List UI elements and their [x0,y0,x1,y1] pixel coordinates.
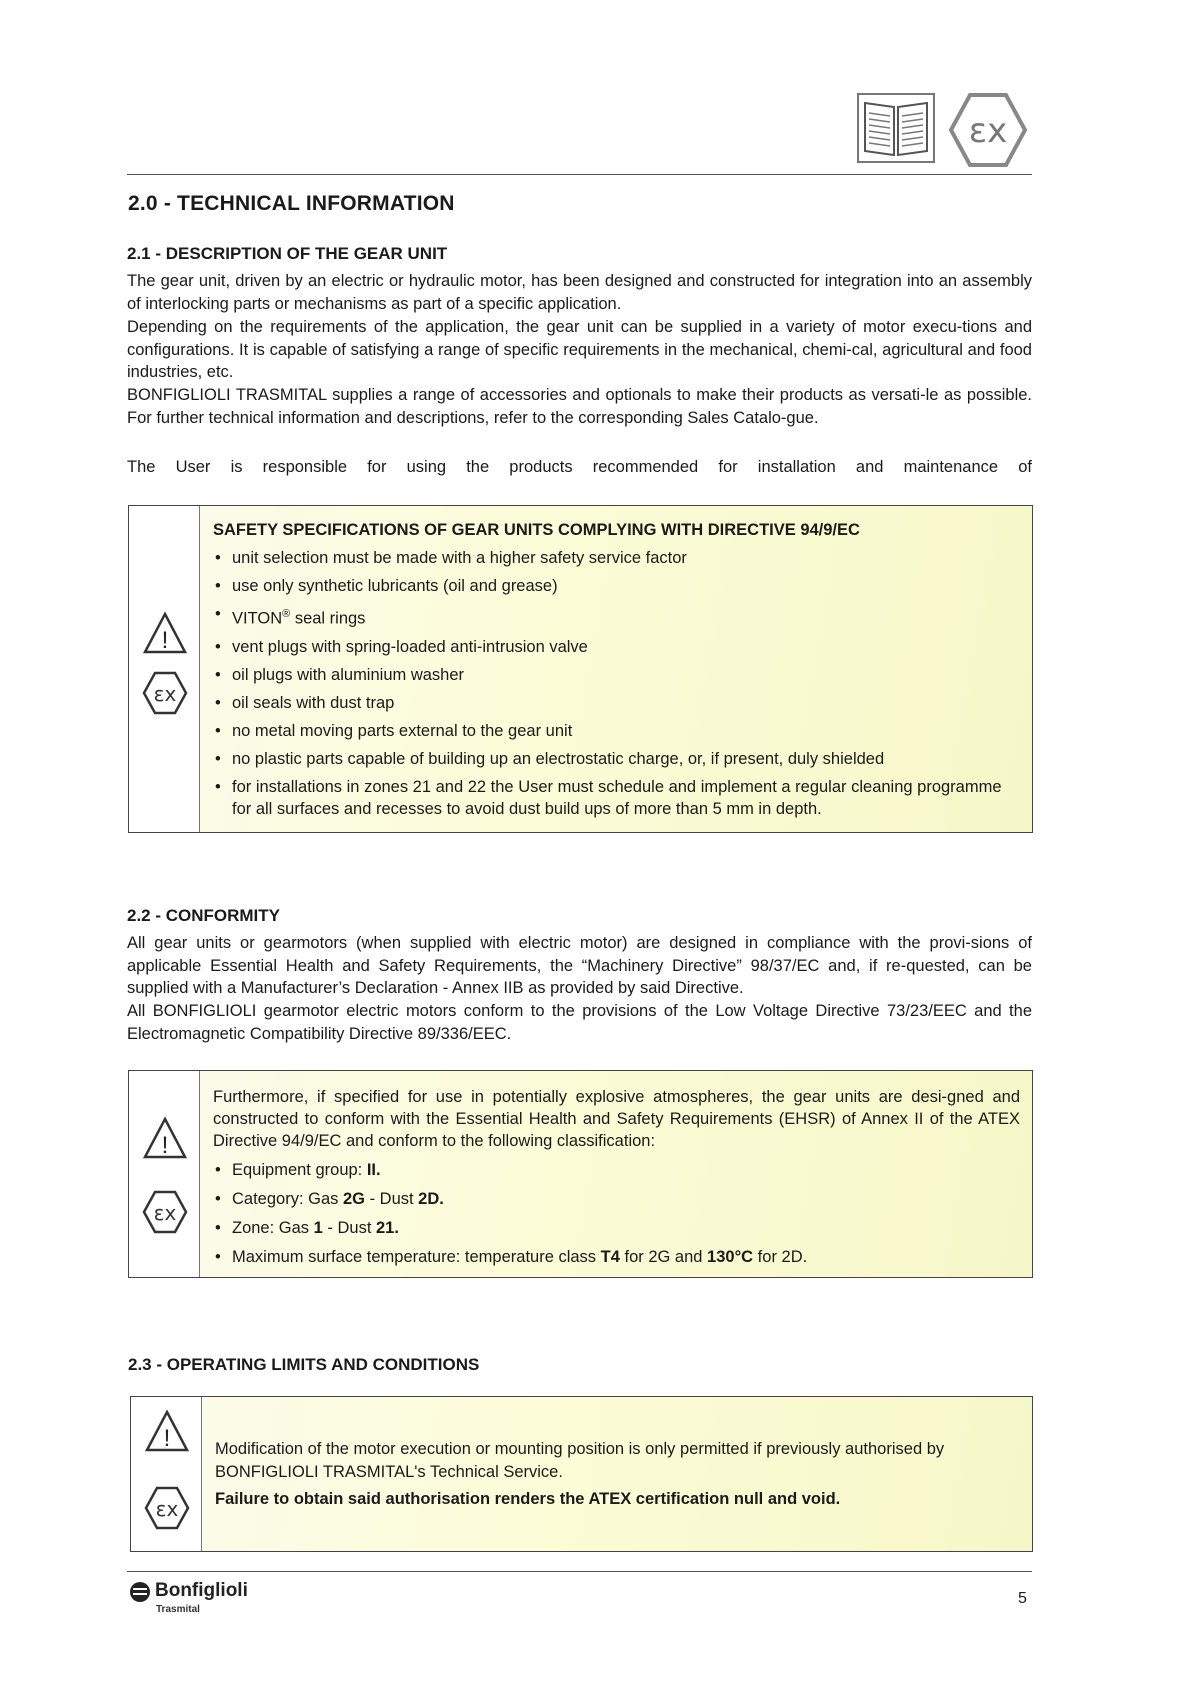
paragraph: The gear unit, driven by an electric or hydraulic motor, has been designed and constructed for integration into an assembly of interlocking parts or mechanisms as part of a specific application. [127,272,1032,313]
section-title-2-1: 2.1 - DESCRIPTION OF THE GEAR UNIT [127,244,448,263]
svg-text:εx: εx [155,1497,179,1521]
warning-icon-column [129,1071,200,1277]
box-intro: Furthermore, if specified for use in potentially explosive atmospheres, the gear units are desi-gned and constructed to conform with the Essential Health and Safety Requirements (EHSR) of Annex II of the ATEX Directive 94/9/EC and conform to the following classification: [213,1088,1020,1150]
list-item: • vent plugs with spring-loaded anti-intrusion valve [213,636,1020,658]
atex-classification-box [128,1070,1033,1278]
paragraph: All BONFIGLIOLI gearmotor electric motors conform to the provisions of the Low Voltage Directive 73/23/EEC and the Electromagnetic Compatibility Directive 89/336/EEC. [127,1002,1032,1043]
list-item: • Maximum surface temperature: temperature class T4 for 2G and 130°C for 2D. [213,1246,1020,1268]
list-item: • VITON® seal rings [213,603,1020,630]
box-heading: SAFETY SPECIFICATIONS OF GEAR UNITS COMPLYING WITH DIRECTIVE 94/9/EC [213,521,860,539]
warning-icon-column [131,1397,202,1551]
section-title-2-0: 2.0 - TECHNICAL INFORMATION [128,192,455,215]
operating-limits-box [130,1396,1033,1552]
svg-text:εx: εx [153,1201,177,1225]
classification-list [213,1159,1020,1268]
list-item: • for installations in zones 21 and 22 the User must schedule and implement a regular cleaning programme for all surfaces and recesses to avoid dust build ups of more than 5 mm in depth. [213,776,1020,820]
ex-atex-icon [142,1190,188,1239]
paragraph: The User is responsible for using the products recommended for installation and maintenance of [127,458,1032,476]
list-item: • no plastic parts capable of building up an electrostatic charge, or, if present, duly shielded [213,748,1020,770]
ex-atex-icon [142,671,188,720]
ex-atex-icon [144,1486,190,1535]
svg-text:!: ! [161,1132,169,1159]
warning-triangle-icon [144,1409,190,1458]
section-title-2-3: 2.3 - OPERATING LIMITS AND CONDITIONS [128,1355,480,1374]
paragraph: All gear units or gearmotors (when supplied with electric motor) are designed in compliance with the provi-sions of applicable Essential Health and Safety Requirements, the “Machinery Directive” 98/37/EC and, if re-quested, can be supplied with a Manufacturer’s Declaration - Annex IIB as provided by said Directive. [127,934,1032,997]
svg-text:!: ! [163,1425,171,1452]
warning-icon-column [129,506,200,832]
list-item: • Zone: Gas 1 - Dust 21. [213,1217,1020,1239]
svg-text:εx: εx [153,682,177,706]
ex-atex-icon [948,92,1028,168]
safety-specifications-list [213,547,1020,820]
box-warning-text: Failure to obtain said authorisation renders the ATEX certification null and void. [215,1490,841,1508]
bonfiglioli-logo [129,1580,269,1620]
brand-sub: Trasmital [156,1604,200,1615]
paragraph: Depending on the requirements of the application, the gear unit can be supplied in a variety of motor execu-tions and configurations. It is capable of satisfying a range of specific requirements in the mechanical, chemi-cal, agricultural and food industries, etc. [127,318,1032,381]
manual-book-icon [857,93,935,163]
list-item: • oil seals with dust trap [213,692,1020,714]
svg-text:εx: εx [968,111,1008,151]
section-title-2-2: 2.2 - CONFORMITY [127,906,281,925]
paragraph: BONFIGLIOLI TRASMITAL supplies a range of accessories and optionals to make their products as versati-le as possible. For further technical information and descriptions, refer to the corresponding Sales Catalo-gue. [127,386,1032,427]
list-item: • unit selection must be made with a higher safety service factor [213,547,1020,569]
brand-name: Bonfiglioli [155,1580,248,1601]
safety-specifications-box [128,505,1033,833]
list-item: • no metal moving parts external to the gear unit [213,720,1020,742]
footer-rule [127,1571,1032,1572]
warning-triangle-icon [142,1116,188,1165]
list-item: • oil plugs with aluminium washer [213,664,1020,686]
warning-triangle-icon [142,611,188,660]
list-item: • Category: Gas 2G - Dust 2D. [213,1188,1020,1210]
box-text: Modification of the motor execution or mounting position is only permitted if previously authorised by BONFIGLIOLI TRASMITAL's Technical Service. [215,1440,945,1481]
list-item: • use only synthetic lubricants (oil and grease) [213,575,1020,597]
svg-text:!: ! [161,627,169,654]
page-number: 5 [1018,1590,1027,1607]
list-item: • Equipment group: II. [213,1159,1020,1181]
header-rule [127,174,1032,175]
